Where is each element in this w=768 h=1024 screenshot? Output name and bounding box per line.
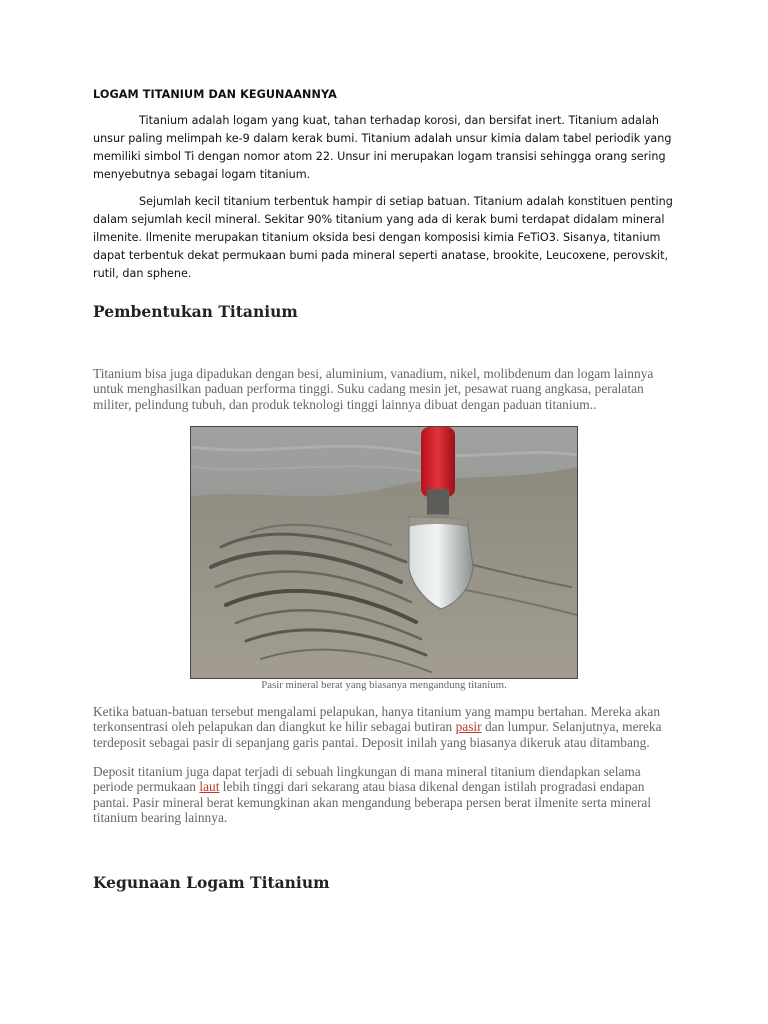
figure-caption: Pasir mineral berat yang biasanya mengandung titanium. [261, 679, 507, 691]
section1-paragraph-1: Titanium bisa juga dipadukan dengan besi, aluminium, vanadium, nikel, molibdenum dan logam lainnya untuk menghasilkan paduan performa tinggi. Suku cadang mesin jet, pesawat ruang angkasa, peralatan militer, pelindung tubuh, dan produk teknologi tinggi lainnya dibuat dengan paduan titanium.. [93, 366, 654, 412]
section1-paragraph-2 [93, 704, 683, 750]
shovel-in-sand-illustration [191, 427, 577, 678]
pasir-link[interactable]: pasir [455, 719, 482, 735]
paragraph-text: Deposit titanium juga dapat terjadi di sebuah lingkungan di mana mineral titanium diendapkan selama periode permukaan [93, 764, 641, 795]
laut-link[interactable]: laut [199, 779, 220, 795]
section1-paragraph-3 [93, 764, 683, 825]
document-title: LOGAM TITANIUM DAN KEGUNAANNYA [93, 88, 337, 101]
heavy-mineral-sand-photo [190, 426, 578, 679]
intro-paragraph-2-text: Sejumlah kecil titanium terbentuk hampir di setiap batuan. Titanium adalah konstituen penting dalam sejumlah kecil mineral. Sekitar 90% titanium yang ada di kerak bumi terdapat didalam mineral ilmenite. Ilmenite merupakan titanium oksida besi dengan komposisi kimia FeTiO3. Sisanya, titanium dapat terbentuk dekat permukaan bumi pada mineral seperti anatase, brookite, Leucoxene, perovskit, rutil, dan sphene. [93, 195, 673, 280]
shovel-handle [421, 427, 455, 497]
intro-paragraph-1-text: Titanium adalah logam yang kuat, tahan terhadap korosi, dan bersifat inert. Titanium adalah unsur paling melimpah ke-9 dalam kerak bumi. Titanium adalah unsur kimia dalam tabel periodik yang memiliki simbol Ti dengan nomor atom 22. Unsur ini merupakan logam transisi sehingga orang sering menyebutnya sebagai logam titanium. [93, 114, 672, 181]
intro-paragraph-1 [93, 112, 683, 184]
section-heading-kegunaan: Kegunaan Logam Titanium [93, 873, 330, 892]
paragraph-text: lebih tinggi dari sekarang atau biasa dikenal dengan istilah progradasi endapan pantai. Pasir mineral berat kemungkinan akan mengandung beberapa persen berat ilmenite serta mineral titanium bearing lainnya. [93, 779, 652, 825]
intro-paragraph-2 [93, 193, 683, 283]
paragraph-text: Ketika batuan-batuan tersebut mengalami pelapukan, hanya titanium yang mampu bertahan. Mereka akan terkonsentrasi oleh pelapukan dan diangkut ke hilir sebagai butiran [93, 704, 661, 735]
section-heading-pembentukan: Pembentukan Titanium [93, 302, 298, 321]
sand-mound [191, 467, 577, 678]
paragraph-text: dan lumpur. Selanjutnya, mereka terdeposit sebagai pasir di sepanjang garis pantai. Deposit inilah yang biasanya dikeruk atau ditambang. [93, 719, 662, 750]
